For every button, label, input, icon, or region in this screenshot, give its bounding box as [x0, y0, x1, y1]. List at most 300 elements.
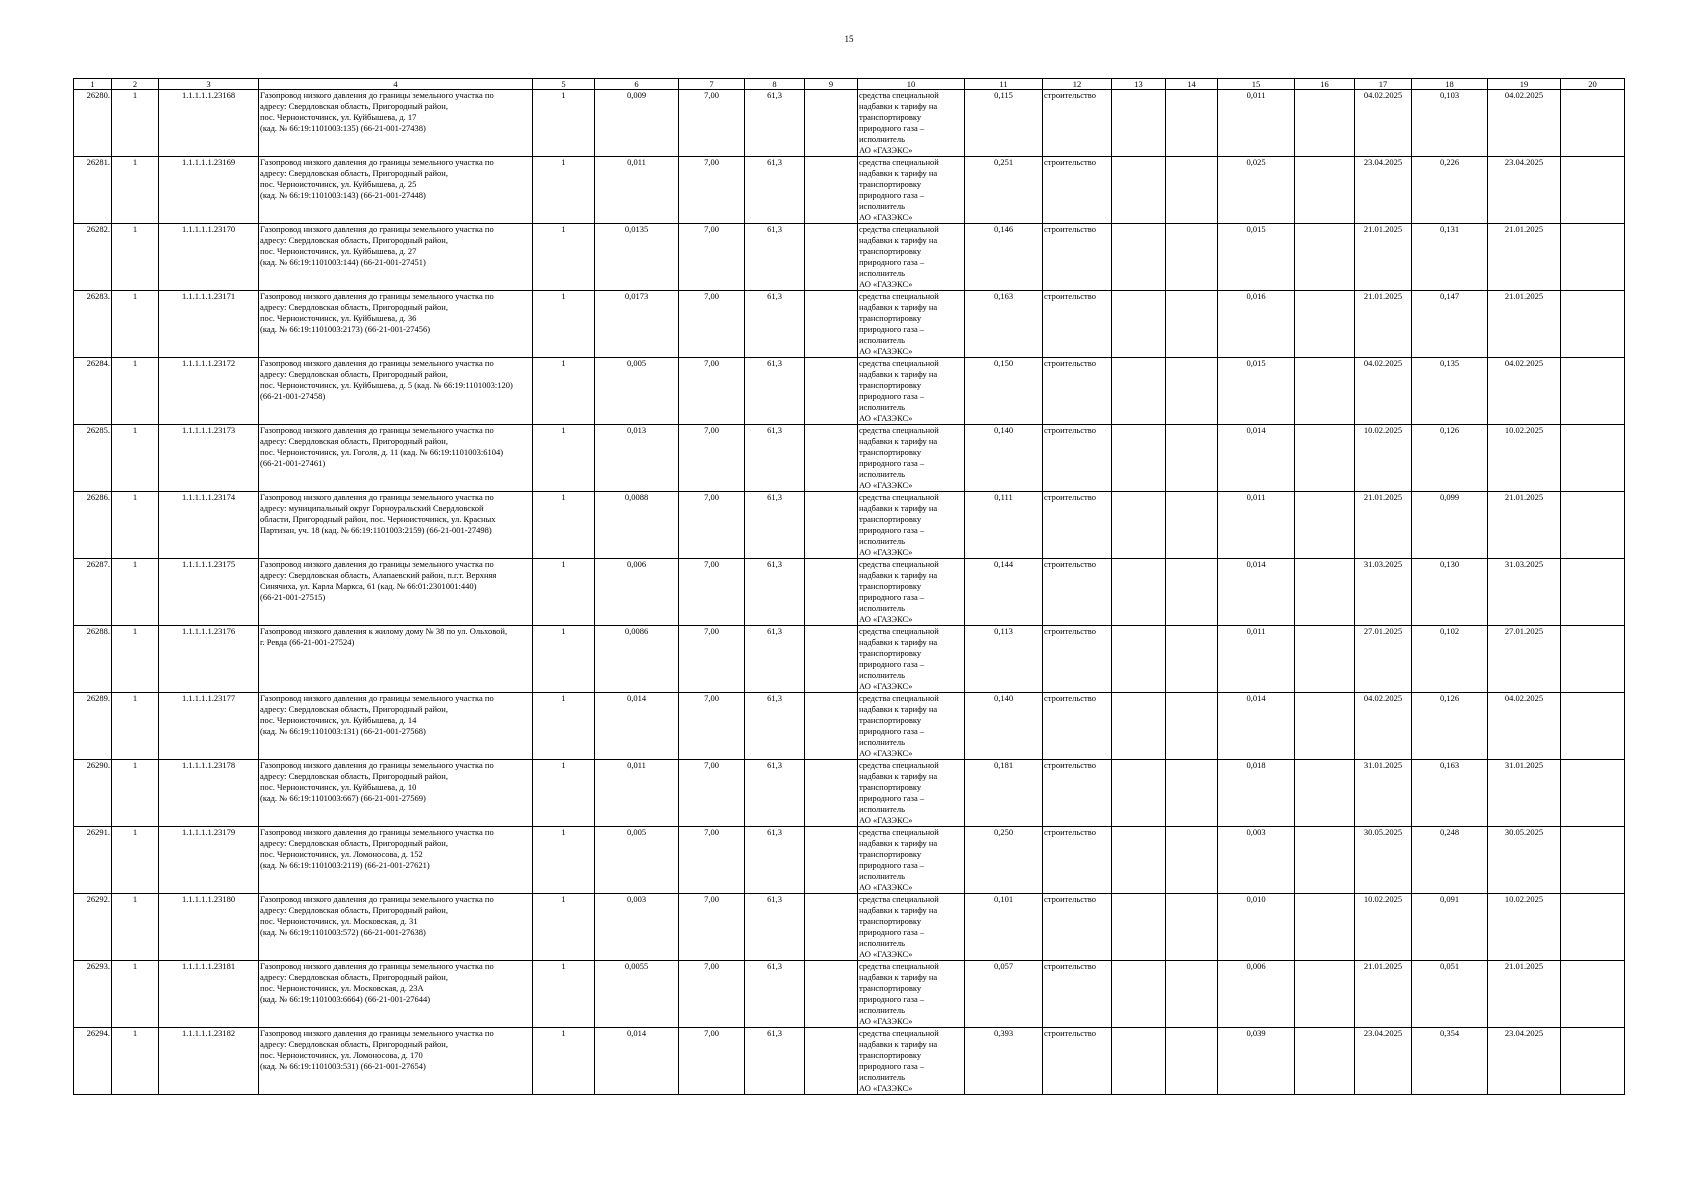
row-number-cell: 26289.: [74, 693, 112, 760]
col-9-cell: [805, 224, 858, 291]
date-end-cell: 10.02.2025: [1488, 894, 1561, 961]
col-16-cell: [1295, 90, 1355, 157]
row-number-cell: 26292.: [74, 894, 112, 961]
col-14-cell: [1166, 559, 1218, 626]
column-header-11: 11: [965, 79, 1043, 90]
object-description-cell: Газопровод низкого давления до границы земельного участка по адресу: Свердловская область, Пригородный район, пос. Черноисточинск, ул. Куйбышева, д. 36 (кад. № 66:19:1101003:2173) (66-21-001-27456): [259, 291, 533, 358]
funding-source-cell: средства специальной надбавки к тарифу на транспортировку природного газа – исполнитель АО «ГАЗЭКС»: [858, 626, 965, 693]
col-20-cell: [1561, 894, 1625, 961]
col-2-cell: 1: [112, 1028, 159, 1095]
col-2-cell: 1: [112, 760, 159, 827]
col-8-cell: 61,3: [745, 559, 805, 626]
funding-source-cell: средства специальной надбавки к тарифу на транспортировку природного газа – исполнитель АО «ГАЗЭКС»: [858, 961, 965, 1028]
column-header-19: 19: [1488, 79, 1561, 90]
object-code-cell: 1.1.1.1.1.23172: [159, 358, 259, 425]
table-row: [74, 961, 1625, 1028]
object-description-cell: Газопровод низкого давления до границы земельного участка по адресу: Свердловская область, Пригородный район, пос. Черноисточинск, ул. Куйбышева, д. 27 (кад. № 66:19:1101003:144) (66-21-001-27451): [259, 224, 533, 291]
col-13-cell: [1112, 626, 1166, 693]
col-13-cell: [1112, 827, 1166, 894]
row-number-cell: 26291.: [74, 827, 112, 894]
object-code-cell: 1.1.1.1.1.23180: [159, 894, 259, 961]
col-20-cell: [1561, 425, 1625, 492]
row-number-cell: 26285.: [74, 425, 112, 492]
col-11-cell: 0,115: [965, 90, 1043, 157]
object-code-cell: 1.1.1.1.1.23179: [159, 827, 259, 894]
col-5-cell: 1: [533, 90, 595, 157]
row-number-cell: 26286.: [74, 492, 112, 559]
col-15-cell: 0,015: [1218, 358, 1295, 425]
object-code-cell: 1.1.1.1.1.23176: [159, 626, 259, 693]
col-20-cell: [1561, 693, 1625, 760]
col-6-cell: 0,003: [595, 894, 679, 961]
row-number-cell: 26282.: [74, 224, 112, 291]
col-11-cell: 0,150: [965, 358, 1043, 425]
col-6-cell: 0,0086: [595, 626, 679, 693]
col-6-cell: 0,006: [595, 559, 679, 626]
object-description-cell: Газопровод низкого давления до границы земельного участка по адресу: Свердловская область, Пригородный район, пос. Черноисточинск, ул. Московская, д. 23А (кад. № 66:19:1101003:6664) (66-21-001-27644): [259, 961, 533, 1028]
col-16-cell: [1295, 626, 1355, 693]
work-type-cell: строительство: [1043, 492, 1112, 559]
object-code-cell: 1.1.1.1.1.23168: [159, 90, 259, 157]
col-14-cell: [1166, 693, 1218, 760]
col-2-cell: 1: [112, 358, 159, 425]
col-2-cell: 1: [112, 626, 159, 693]
col-18-cell: 0,051: [1412, 961, 1488, 1028]
object-description-cell: Газопровод низкого давления до границы земельного участка по адресу: Свердловская область, Пригородный район, пос. Черноисточинск, ул. Куйбышева, д. 17 (кад. № 66:19:1101003:135) (66-21-001-27438): [259, 90, 533, 157]
col-9-cell: [805, 961, 858, 1028]
table-row: [74, 559, 1625, 626]
col-2-cell: 1: [112, 961, 159, 1028]
col-20-cell: [1561, 760, 1625, 827]
col-7-cell: 7,00: [679, 961, 745, 1028]
col-8-cell: 61,3: [745, 827, 805, 894]
col-14-cell: [1166, 425, 1218, 492]
col-5-cell: 1: [533, 760, 595, 827]
col-11-cell: 0,146: [965, 224, 1043, 291]
funding-source-cell: средства специальной надбавки к тарифу на транспортировку природного газа – исполнитель АО «ГАЗЭКС»: [858, 492, 965, 559]
table-row: [74, 894, 1625, 961]
col-5-cell: 1: [533, 425, 595, 492]
col-7-cell: 7,00: [679, 894, 745, 961]
work-type-cell: строительство: [1043, 760, 1112, 827]
date-end-cell: 31.01.2025: [1488, 760, 1561, 827]
col-20-cell: [1561, 90, 1625, 157]
col-5-cell: 1: [533, 693, 595, 760]
col-6-cell: 0,014: [595, 1028, 679, 1095]
col-8-cell: 61,3: [745, 291, 805, 358]
date-start-cell: 23.04.2025: [1355, 1028, 1412, 1095]
column-header-4: 4: [259, 79, 533, 90]
col-2-cell: 1: [112, 157, 159, 224]
col-15-cell: 0,014: [1218, 693, 1295, 760]
col-6-cell: 0,0055: [595, 961, 679, 1028]
date-end-cell: 31.03.2025: [1488, 559, 1561, 626]
column-header-16: 16: [1295, 79, 1355, 90]
date-end-cell: 21.01.2025: [1488, 224, 1561, 291]
col-15-cell: 0,016: [1218, 291, 1295, 358]
object-description-cell: Газопровод низкого давления до границы земельного участка по адресу: Свердловская область, Пригородный район, пос. Черноисточинск, ул. Куйбышева, д. 10 (кад. № 66:19:1101003:667) (66-21-001-27569): [259, 760, 533, 827]
date-start-cell: 10.02.2025: [1355, 894, 1412, 961]
col-20-cell: [1561, 961, 1625, 1028]
col-6-cell: 0,0173: [595, 291, 679, 358]
col-7-cell: 7,00: [679, 492, 745, 559]
column-header-12: 12: [1043, 79, 1112, 90]
col-11-cell: 0,057: [965, 961, 1043, 1028]
col-15-cell: 0,018: [1218, 760, 1295, 827]
column-header-13: 13: [1112, 79, 1166, 90]
table-row: [74, 291, 1625, 358]
funding-source-cell: средства специальной надбавки к тарифу на транспортировку природного газа – исполнитель АО «ГАЗЭКС»: [858, 358, 965, 425]
work-type-cell: строительство: [1043, 291, 1112, 358]
col-6-cell: 0,0135: [595, 224, 679, 291]
col-14-cell: [1166, 291, 1218, 358]
col-7-cell: 7,00: [679, 693, 745, 760]
col-7-cell: 7,00: [679, 827, 745, 894]
col-16-cell: [1295, 559, 1355, 626]
work-type-cell: строительство: [1043, 693, 1112, 760]
col-6-cell: 0,011: [595, 157, 679, 224]
col-16-cell: [1295, 224, 1355, 291]
table-row: [74, 157, 1625, 224]
col-14-cell: [1166, 760, 1218, 827]
col-8-cell: 61,3: [745, 90, 805, 157]
col-13-cell: [1112, 492, 1166, 559]
col-20-cell: [1561, 1028, 1625, 1095]
col-7-cell: 7,00: [679, 224, 745, 291]
date-start-cell: 31.01.2025: [1355, 760, 1412, 827]
col-11-cell: 0,181: [965, 760, 1043, 827]
col-14-cell: [1166, 224, 1218, 291]
col-6-cell: 0,009: [595, 90, 679, 157]
date-start-cell: 21.01.2025: [1355, 291, 1412, 358]
row-number-cell: 26281.: [74, 157, 112, 224]
col-9-cell: [805, 358, 858, 425]
date-end-cell: 27.01.2025: [1488, 626, 1561, 693]
col-8-cell: 61,3: [745, 760, 805, 827]
date-start-cell: 21.01.2025: [1355, 492, 1412, 559]
column-header-6: 6: [595, 79, 679, 90]
col-13-cell: [1112, 291, 1166, 358]
date-end-cell: 04.02.2025: [1488, 90, 1561, 157]
col-18-cell: 0,135: [1412, 358, 1488, 425]
col-7-cell: 7,00: [679, 1028, 745, 1095]
col-5-cell: 1: [533, 291, 595, 358]
column-header-2: 2: [112, 79, 159, 90]
object-description-cell: Газопровод низкого давления до границы земельного участка по адресу: Свердловская область, Пригородный район, пос. Черноисточинск, ул. Куйбышева, д. 5 (кад. № 66:19:1101003:120) (66-21-001-27458): [259, 358, 533, 425]
column-header-17: 17: [1355, 79, 1412, 90]
col-18-cell: 0,099: [1412, 492, 1488, 559]
col-6-cell: 0,0088: [595, 492, 679, 559]
date-end-cell: 23.04.2025: [1488, 157, 1561, 224]
date-end-cell: 04.02.2025: [1488, 693, 1561, 760]
date-start-cell: 10.02.2025: [1355, 425, 1412, 492]
col-20-cell: [1561, 827, 1625, 894]
work-type-cell: строительство: [1043, 358, 1112, 425]
col-11-cell: 0,101: [965, 894, 1043, 961]
row-number-cell: 26284.: [74, 358, 112, 425]
col-8-cell: 61,3: [745, 1028, 805, 1095]
col-18-cell: 0,126: [1412, 425, 1488, 492]
object-description-cell: Газопровод низкого давления до границы земельного участка по адресу: Свердловская область, Пригородный район, пос. Черноисточинск, ул. Ломоносова, д. 170 (кад. № 66:19:1101003:531) (66-21-001-27654): [259, 1028, 533, 1095]
col-8-cell: 61,3: [745, 492, 805, 559]
col-18-cell: 0,226: [1412, 157, 1488, 224]
column-header-15: 15: [1218, 79, 1295, 90]
table-row: [74, 693, 1625, 760]
col-15-cell: 0,014: [1218, 425, 1295, 492]
col-18-cell: 0,103: [1412, 90, 1488, 157]
col-15-cell: 0,015: [1218, 224, 1295, 291]
col-8-cell: 61,3: [745, 425, 805, 492]
column-header-3: 3: [159, 79, 259, 90]
col-2-cell: 1: [112, 224, 159, 291]
col-15-cell: 0,010: [1218, 894, 1295, 961]
col-5-cell: 1: [533, 492, 595, 559]
row-number-cell: 26288.: [74, 626, 112, 693]
col-18-cell: 0,102: [1412, 626, 1488, 693]
col-13-cell: [1112, 894, 1166, 961]
object-description-cell: Газопровод низкого давления до границы земельного участка по адресу: Свердловская область, Пригородный район, пос. Черноисточинск, ул. Ломоносова, д. 152 (кад. № 66:19:1101003:2119) (66-21-001-27621): [259, 827, 533, 894]
object-code-cell: 1.1.1.1.1.23173: [159, 425, 259, 492]
col-2-cell: 1: [112, 425, 159, 492]
col-13-cell: [1112, 1028, 1166, 1095]
col-5-cell: 1: [533, 827, 595, 894]
date-start-cell: 31.03.2025: [1355, 559, 1412, 626]
row-number-cell: 26280.: [74, 90, 112, 157]
col-7-cell: 7,00: [679, 425, 745, 492]
funding-source-cell: средства специальной надбавки к тарифу на транспортировку природного газа – исполнитель АО «ГАЗЭКС»: [858, 693, 965, 760]
column-header-1: 1: [74, 79, 112, 90]
col-14-cell: [1166, 626, 1218, 693]
page-number: 15: [844, 34, 854, 44]
date-start-cell: 21.01.2025: [1355, 961, 1412, 1028]
col-13-cell: [1112, 693, 1166, 760]
col-7-cell: 7,00: [679, 358, 745, 425]
col-14-cell: [1166, 90, 1218, 157]
col-15-cell: 0,014: [1218, 559, 1295, 626]
col-20-cell: [1561, 224, 1625, 291]
col-18-cell: 0,130: [1412, 559, 1488, 626]
col-5-cell: 1: [533, 894, 595, 961]
col-9-cell: [805, 90, 858, 157]
col-16-cell: [1295, 291, 1355, 358]
col-13-cell: [1112, 559, 1166, 626]
object-description-cell: Газопровод низкого давления к жилому дому № 38 по ул. Ольховой, г. Ревда (66-21-001-27524): [259, 626, 533, 693]
object-description-cell: Газопровод низкого давления до границы земельного участка по адресу: Свердловская область, Алапаевский район, п.г.т. Верхняя Синячиха, ул. Карла Маркса, 61 (кад. № 66:01:2301001:440) (66-21-001-27515): [259, 559, 533, 626]
date-end-cell: 21.01.2025: [1488, 291, 1561, 358]
col-11-cell: 0,140: [965, 693, 1043, 760]
col-5-cell: 1: [533, 157, 595, 224]
funding-source-cell: средства специальной надбавки к тарифу на транспортировку природного газа – исполнитель АО «ГАЗЭКС»: [858, 894, 965, 961]
funding-source-cell: средства специальной надбавки к тарифу на транспортировку природного газа – исполнитель АО «ГАЗЭКС»: [858, 90, 965, 157]
funding-source-cell: средства специальной надбавки к тарифу на транспортировку природного газа – исполнитель АО «ГАЗЭКС»: [858, 760, 965, 827]
col-18-cell: 0,091: [1412, 894, 1488, 961]
col-13-cell: [1112, 90, 1166, 157]
col-20-cell: [1561, 626, 1625, 693]
col-7-cell: 7,00: [679, 760, 745, 827]
col-18-cell: 0,248: [1412, 827, 1488, 894]
col-2-cell: 1: [112, 291, 159, 358]
date-end-cell: 21.01.2025: [1488, 961, 1561, 1028]
col-14-cell: [1166, 157, 1218, 224]
col-9-cell: [805, 425, 858, 492]
object-description-cell: Газопровод низкого давления до границы земельного участка по адресу: Свердловская область, Пригородный район, пос. Черноисточинск, ул. Гоголя, д. 11 (кад. № 66:19:1101003:6104) (66-21-001-27461): [259, 425, 533, 492]
col-13-cell: [1112, 224, 1166, 291]
col-14-cell: [1166, 827, 1218, 894]
row-number-cell: 26283.: [74, 291, 112, 358]
date-start-cell: 04.02.2025: [1355, 693, 1412, 760]
work-type-cell: строительство: [1043, 827, 1112, 894]
table-row: [74, 425, 1625, 492]
col-5-cell: 1: [533, 358, 595, 425]
column-header-20: 20: [1561, 79, 1625, 90]
col-16-cell: [1295, 760, 1355, 827]
col-8-cell: 61,3: [745, 626, 805, 693]
col-6-cell: 0,013: [595, 425, 679, 492]
col-16-cell: [1295, 693, 1355, 760]
col-18-cell: 0,147: [1412, 291, 1488, 358]
col-9-cell: [805, 291, 858, 358]
col-16-cell: [1295, 425, 1355, 492]
date-start-cell: 30.05.2025: [1355, 827, 1412, 894]
table-row: [74, 492, 1625, 559]
col-2-cell: 1: [112, 827, 159, 894]
col-2-cell: 1: [112, 559, 159, 626]
row-number-cell: 26294.: [74, 1028, 112, 1095]
object-code-cell: 1.1.1.1.1.23171: [159, 291, 259, 358]
work-type-cell: строительство: [1043, 894, 1112, 961]
object-code-cell: 1.1.1.1.1.23182: [159, 1028, 259, 1095]
col-8-cell: 61,3: [745, 358, 805, 425]
col-9-cell: [805, 492, 858, 559]
col-6-cell: 0,005: [595, 358, 679, 425]
funding-source-cell: средства специальной надбавки к тарифу на транспортировку природного газа – исполнитель АО «ГАЗЭКС»: [858, 291, 965, 358]
col-9-cell: [805, 760, 858, 827]
row-number-cell: 26293.: [74, 961, 112, 1028]
column-header-14: 14: [1166, 79, 1218, 90]
col-11-cell: 0,251: [965, 157, 1043, 224]
col-13-cell: [1112, 961, 1166, 1028]
col-14-cell: [1166, 894, 1218, 961]
object-description-cell: Газопровод низкого давления до границы земельного участка по адресу: Свердловская область, Пригородный район, пос. Черноисточинск, ул. Куйбышева, д. 25 (кад. № 66:19:1101003:143) (66-21-001-27448): [259, 157, 533, 224]
date-start-cell: 04.02.2025: [1355, 90, 1412, 157]
column-header-5: 5: [533, 79, 595, 90]
col-15-cell: 0,006: [1218, 961, 1295, 1028]
col-9-cell: [805, 827, 858, 894]
column-header-10: 10: [858, 79, 965, 90]
date-end-cell: 21.01.2025: [1488, 492, 1561, 559]
object-code-cell: 1.1.1.1.1.23169: [159, 157, 259, 224]
work-type-cell: строительство: [1043, 961, 1112, 1028]
col-15-cell: 0,011: [1218, 626, 1295, 693]
col-2-cell: 1: [112, 492, 159, 559]
col-16-cell: [1295, 157, 1355, 224]
date-start-cell: 23.04.2025: [1355, 157, 1412, 224]
funding-source-cell: средства специальной надбавки к тарифу на транспортировку природного газа – исполнитель АО «ГАЗЭКС»: [858, 157, 965, 224]
date-end-cell: 10.02.2025: [1488, 425, 1561, 492]
date-start-cell: 27.01.2025: [1355, 626, 1412, 693]
col-18-cell: 0,131: [1412, 224, 1488, 291]
work-type-cell: строительство: [1043, 157, 1112, 224]
col-7-cell: 7,00: [679, 157, 745, 224]
col-9-cell: [805, 1028, 858, 1095]
column-header-8: 8: [745, 79, 805, 90]
col-20-cell: [1561, 291, 1625, 358]
table-row: [74, 90, 1625, 157]
column-header-9: 9: [805, 79, 858, 90]
col-15-cell: 0,039: [1218, 1028, 1295, 1095]
object-description-cell: Газопровод низкого давления до границы земельного участка по адресу: муниципальный округ Горноуральский Свердловской области, Пригородный район, пос. Черноисточинск, ул. Красных Партизан, уч. 18 (кад. № 66:19:1101003:2159) (66-21-001-27498): [259, 492, 533, 559]
work-type-cell: строительство: [1043, 559, 1112, 626]
col-16-cell: [1295, 1028, 1355, 1095]
work-type-cell: строительство: [1043, 626, 1112, 693]
column-header-18: 18: [1412, 79, 1488, 90]
col-13-cell: [1112, 157, 1166, 224]
col-14-cell: [1166, 961, 1218, 1028]
col-11-cell: 0,113: [965, 626, 1043, 693]
work-type-cell: строительство: [1043, 90, 1112, 157]
funding-source-cell: средства специальной надбавки к тарифу на транспортировку природного газа – исполнитель АО «ГАЗЭКС»: [858, 559, 965, 626]
col-7-cell: 7,00: [679, 626, 745, 693]
table-row: [74, 224, 1625, 291]
col-15-cell: 0,011: [1218, 492, 1295, 559]
col-15-cell: 0,011: [1218, 90, 1295, 157]
funding-source-cell: средства специальной надбавки к тарифу на транспортировку природного газа – исполнитель АО «ГАЗЭКС»: [858, 1028, 965, 1095]
col-16-cell: [1295, 827, 1355, 894]
col-11-cell: 0,140: [965, 425, 1043, 492]
col-8-cell: 61,3: [745, 693, 805, 760]
object-code-cell: 1.1.1.1.1.23178: [159, 760, 259, 827]
funding-source-cell: средства специальной надбавки к тарифу на транспортировку природного газа – исполнитель АО «ГАЗЭКС»: [858, 425, 965, 492]
col-5-cell: 1: [533, 626, 595, 693]
col-11-cell: 0,250: [965, 827, 1043, 894]
col-11-cell: 0,163: [965, 291, 1043, 358]
registry-table: [73, 78, 1625, 1095]
date-end-cell: 30.05.2025: [1488, 827, 1561, 894]
col-9-cell: [805, 157, 858, 224]
work-type-cell: строительство: [1043, 1028, 1112, 1095]
col-8-cell: 61,3: [745, 894, 805, 961]
col-9-cell: [805, 693, 858, 760]
object-code-cell: 1.1.1.1.1.23181: [159, 961, 259, 1028]
col-7-cell: 7,00: [679, 90, 745, 157]
table-row: [74, 827, 1625, 894]
col-16-cell: [1295, 492, 1355, 559]
col-20-cell: [1561, 559, 1625, 626]
col-16-cell: [1295, 894, 1355, 961]
col-6-cell: 0,014: [595, 693, 679, 760]
object-code-cell: 1.1.1.1.1.23174: [159, 492, 259, 559]
col-16-cell: [1295, 358, 1355, 425]
col-2-cell: 1: [112, 90, 159, 157]
col-9-cell: [805, 894, 858, 961]
col-6-cell: 0,005: [595, 827, 679, 894]
object-code-cell: 1.1.1.1.1.23170: [159, 224, 259, 291]
col-16-cell: [1295, 961, 1355, 1028]
col-20-cell: [1561, 492, 1625, 559]
col-8-cell: 61,3: [745, 224, 805, 291]
col-14-cell: [1166, 492, 1218, 559]
col-7-cell: 7,00: [679, 559, 745, 626]
col-15-cell: 0,025: [1218, 157, 1295, 224]
row-number-cell: 26287.: [74, 559, 112, 626]
col-18-cell: 0,354: [1412, 1028, 1488, 1095]
table-row: [74, 358, 1625, 425]
col-11-cell: 0,111: [965, 492, 1043, 559]
col-5-cell: 1: [533, 224, 595, 291]
col-11-cell: 0,144: [965, 559, 1043, 626]
object-code-cell: 1.1.1.1.1.23177: [159, 693, 259, 760]
object-description-cell: Газопровод низкого давления до границы земельного участка по адресу: Свердловская область, Пригородный район, пос. Черноисточинск, ул. Куйбышева, д. 14 (кад. № 66:19:1101003:131) (66-21-001-27568): [259, 693, 533, 760]
